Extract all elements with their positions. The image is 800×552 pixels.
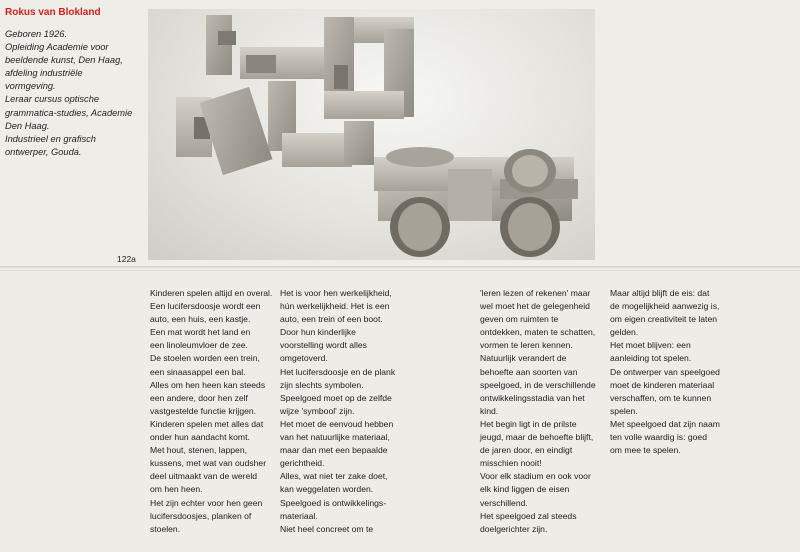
author-name: Rokus van Blokland bbox=[5, 7, 101, 18]
text-line: Het moet blijven: een bbox=[610, 340, 691, 351]
bio-line: beeldende kunst, Den Haag, bbox=[5, 55, 123, 66]
bio-line: ontwerper, Gouda. bbox=[5, 146, 82, 157]
text-line: speelgoed, in de verschillende bbox=[480, 379, 596, 390]
text-line: Alles, wat niet ter zake doet, bbox=[280, 471, 388, 482]
text-line: om eigen creativiteit te laten bbox=[610, 314, 718, 325]
text-line: Het speelgoed zal steeds bbox=[480, 510, 577, 521]
text-line: een linoleumvloer de zee. bbox=[150, 340, 248, 351]
text-column-3 bbox=[480, 287, 596, 536]
wooden-blocks-illustration bbox=[148, 9, 595, 260]
text-line: Het is voor hen werkelijkheid, bbox=[280, 288, 392, 298]
bio-line: Opleiding Academie voor bbox=[5, 42, 109, 53]
figure-caption: 122a bbox=[117, 254, 136, 264]
text-line: de jaren door, en eindigt bbox=[480, 445, 573, 456]
text-line: hún werkelijkheid. Het is een bbox=[280, 301, 390, 312]
text-line: zijn slechts symbolen. bbox=[280, 379, 364, 390]
author-bio bbox=[5, 28, 145, 159]
text-column-4 bbox=[610, 287, 720, 457]
text-line: geven om ruimten te bbox=[480, 314, 559, 325]
text-line: Een lucifersdoosje wordt een bbox=[150, 301, 261, 312]
text-line: Het begin ligt in de prilste bbox=[480, 418, 577, 429]
text-line: jeugd, maar de behoefte blijft, bbox=[480, 432, 594, 443]
bio-line: afdeling industriële bbox=[5, 68, 83, 79]
bio-line: Geboren 1926. bbox=[5, 29, 68, 39]
top-page bbox=[0, 0, 800, 268]
text-line: omgetoverd. bbox=[280, 353, 328, 364]
text-line: om mee te spelen. bbox=[610, 445, 681, 456]
text-line: kan weggelaten worden. bbox=[280, 484, 374, 495]
text-line: een sinaasappel een bal. bbox=[150, 366, 246, 377]
text-line: maar dan met een bepaalde bbox=[280, 445, 388, 456]
bio-line: Leraar cursus optische bbox=[5, 94, 100, 105]
bio-line: grammatica-studies, Academie bbox=[5, 107, 133, 118]
text-line: wijze 'symbool' zijn. bbox=[280, 405, 355, 416]
text-line: elk kind liggen de eisen bbox=[480, 484, 570, 495]
text-line: Het zijn echter voor hen geen bbox=[150, 497, 263, 508]
text-line: misschien nooit! bbox=[480, 458, 542, 469]
text-line: Het lucifersdoosje en de plank bbox=[280, 366, 396, 377]
text-column-1 bbox=[150, 287, 272, 536]
text-line: een andere, door hen zelf bbox=[150, 392, 248, 403]
text-line: ontdekken, maten te schatten, bbox=[480, 327, 596, 338]
text-line: behoefte aan soorten van bbox=[480, 366, 578, 377]
text-line: ontwikkelingsstadia van het bbox=[480, 392, 585, 403]
text-line: lucifersdoosjes, planken of bbox=[150, 510, 252, 521]
text-line: Kinderen spelen met alles dat bbox=[150, 418, 264, 429]
bio-line: vormgeving. bbox=[5, 81, 56, 92]
text-line: Door hun kinderlijke bbox=[280, 327, 356, 338]
text-line: onder hun aandacht komt. bbox=[150, 432, 250, 443]
wooden-blocks-photo bbox=[148, 9, 595, 260]
text-line: om hen heen. bbox=[150, 484, 203, 495]
text-line: deel uitmaakt van de wereld bbox=[150, 471, 258, 482]
bio-line: Industrieel en grafisch bbox=[5, 133, 96, 144]
text-line: gelden. bbox=[610, 327, 639, 338]
bio-line: Den Haag. bbox=[5, 120, 50, 131]
text-line: ten volle waardig is: goed bbox=[610, 432, 707, 443]
text-line: Niet heel concreet om te bbox=[280, 523, 374, 534]
text-line: voorstelling wordt alles bbox=[280, 340, 367, 351]
text-line: materiaal. bbox=[280, 510, 318, 521]
text-line: kind. bbox=[480, 405, 499, 416]
text-line: wel moet het de gelegenheid bbox=[480, 301, 590, 312]
text-line: 'leren lezen of rekenen' maar bbox=[480, 288, 591, 298]
text-column-2 bbox=[280, 287, 395, 536]
text-line: gerichtheid. bbox=[280, 458, 325, 469]
text-line: de mogelijkheid aanwezig is, bbox=[610, 301, 720, 312]
text-line: verschaffen, om te kunnen bbox=[610, 392, 712, 403]
text-line: aanleiding tot spelen. bbox=[610, 353, 692, 364]
text-line: Alles om hen heen kan steeds bbox=[150, 379, 266, 390]
text-line: vastgestelde functie krijgen. bbox=[150, 405, 257, 416]
text-line: Speelgoed moet op de zelfde bbox=[280, 392, 392, 403]
text-line: verschillend. bbox=[480, 497, 528, 508]
text-line: De ontwerper van speelgoed bbox=[610, 366, 720, 377]
text-line: doelgerichter zijn. bbox=[480, 523, 548, 534]
text-line: van het natuurlijke materiaal, bbox=[280, 432, 390, 443]
text-line: kussens, met wat van oudsher bbox=[150, 458, 267, 469]
text-line: vormen te leren kennen. bbox=[480, 340, 573, 351]
text-line: auto, een trein of een boot. bbox=[280, 314, 383, 325]
text-line: Een mat wordt het land en bbox=[150, 327, 251, 338]
text-line: Speelgoed is ontwikkelings- bbox=[280, 497, 387, 508]
text-line: Kinderen spelen altijd en overal. bbox=[150, 288, 273, 298]
text-line: Met hout, stenen, lappen, bbox=[150, 445, 247, 456]
text-line: spelen. bbox=[610, 405, 638, 416]
text-line: Met speelgoed dat zijn naam bbox=[610, 418, 720, 429]
text-line: De stoelen worden een trein, bbox=[150, 353, 260, 364]
text-line: moet de kinderen materiaal bbox=[610, 379, 715, 390]
text-line: Het moet de eenvoud hebben bbox=[280, 418, 394, 429]
text-line: Voor elk stadium en ook voor bbox=[480, 471, 591, 482]
text-line: auto, een huis, een kastje. bbox=[150, 314, 251, 325]
text-line: stoelen. bbox=[150, 523, 181, 534]
text-line: Natuurlijk verandert de bbox=[480, 353, 567, 364]
toy-car bbox=[374, 147, 578, 257]
text-line: Maar altijd blijft de eis: dat bbox=[610, 288, 710, 298]
